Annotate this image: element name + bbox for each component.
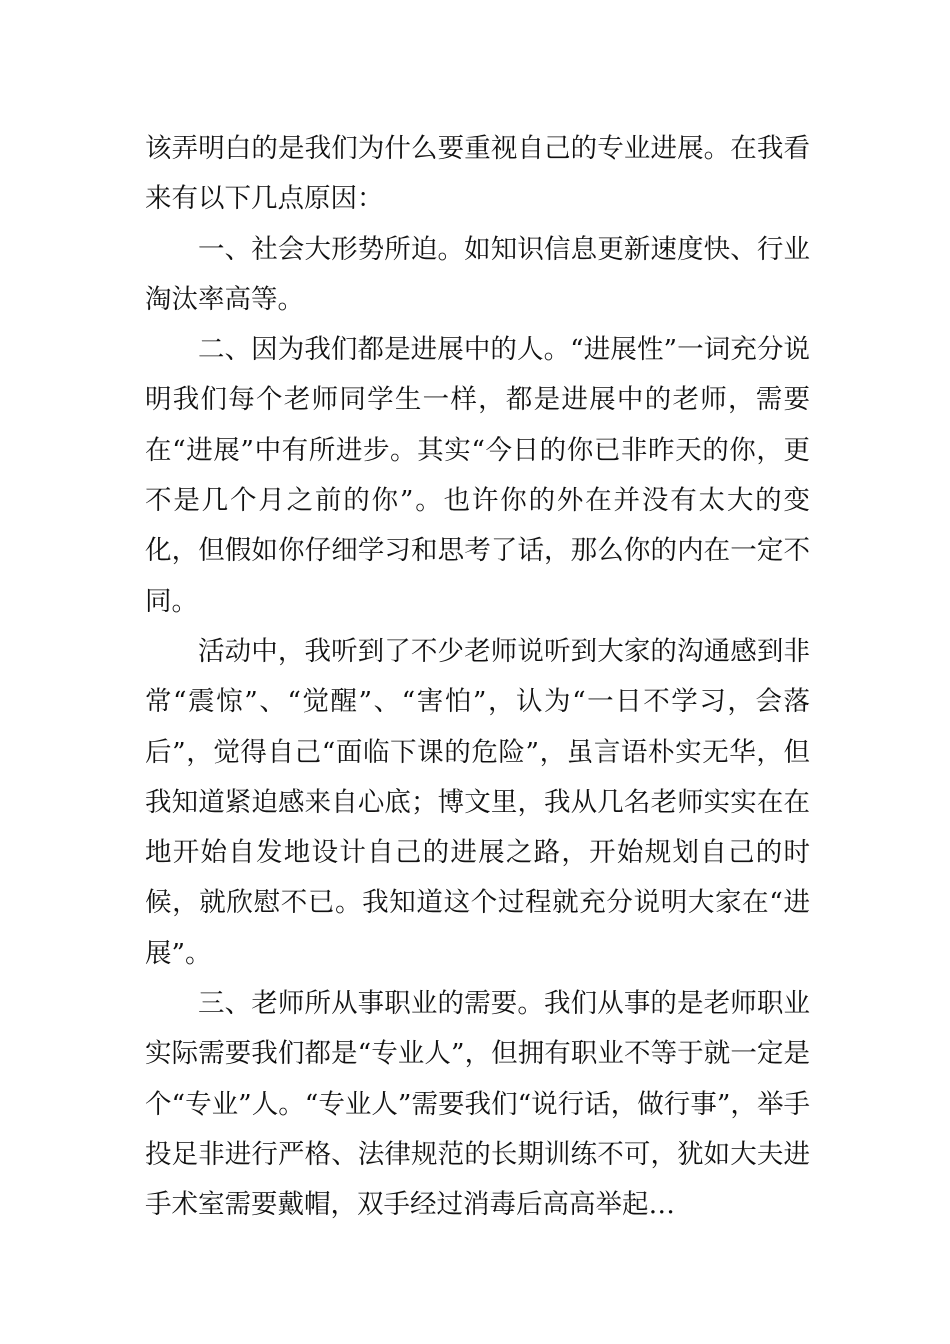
paragraph-reason-two: 二、因为我们都是进展中的人。“进展性”一词充分说明我们每个老师同学生一样，都是进展中的老师，需要在“进展”中有所进步。其实“今日的你已非昨天的你，更不是几个月之前的你”。也许你的外在并没有太大的变化，但假如你仔细学习和思考了话，那么你的内在一定不同。 [145,334,810,617]
paragraph-reason-three: 三、老师所从事职业的需要。我们从事的是老师职业实际需要我们都是“专业人”，但拥有职业不等于就一定是个“专业”人。“专业人”需要我们“说行话，做行事”，举手投足非进行严格、法律规范的长期训练不可，犹如大夫进手术室需要戴帽，双手经过消毒后高高举起… [145,988,810,1221]
paragraph-reason-one: 一、社会大形势所迫。如知识信息更新速度快、行业淘汰率高等。 [145,233,810,315]
document-body [145,124,810,1231]
paragraph-activity: 活动中，我听到了不少老师说听到大家的沟通感到非常“震惊”、“觉醒”、“害怕”，认为“一日不学习，会落后”，觉得自己“面临下课的危险”，虽言语朴实无华，但我知道紧迫感来自心底；博文里，我从几名老师实实在在地开始自发地设计自己的进展之路，开始规划自己的时候，就欣慰不已。我知道这个过程就充分说明大家在“进展”。 [145,635,810,969]
paragraph-reasons-intro: 该弄明白的是我们为什么要重视自己的专业进展。在我看来有以下几点原因： [145,133,810,215]
